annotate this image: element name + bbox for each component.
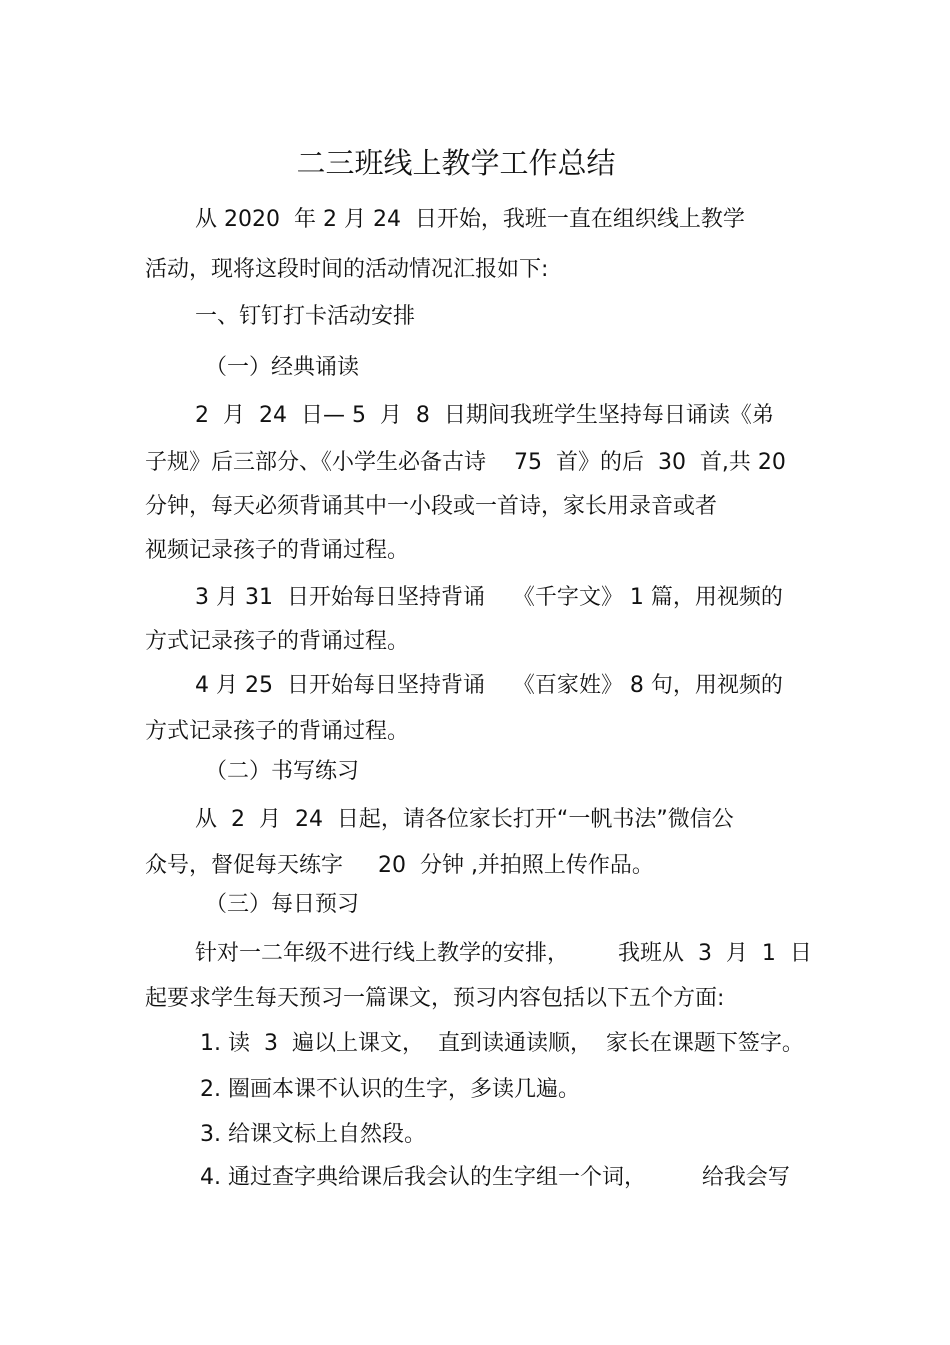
- body-line: 子规》后三部分、《小学生必备古诗 75 首》的后 30 首,共 20: [145, 450, 786, 475]
- body-line: 众号，督促每天练字 20 分钟 ,并拍照上传作品。: [145, 853, 654, 878]
- body-line: 3 月 31 日开始每日坚持背诵 《千字文》 1 篇，用视频的: [195, 585, 783, 610]
- subsection-heading: （三）每日预习: [205, 892, 360, 917]
- body-line: 视频记录孩子的背诵过程。: [145, 538, 410, 563]
- body-line: 方式记录孩子的背诵过程。: [145, 719, 410, 744]
- body-line: 针对一二年级不进行线上教学的安排， 我班从 3 月 1 日: [195, 941, 812, 966]
- list-item: 2. 圈画本课不认识的生字，多读几遍。: [200, 1077, 580, 1102]
- document-title: 二三班线上教学工作总结: [296, 146, 616, 180]
- body-line: 2 月 24 日— 5 月 8 日期间我班学生坚持每日诵读《弟: [195, 403, 774, 428]
- intro-line: 从 2020 年 2 月 24 日开始，我班一直在组织线上教学: [195, 207, 745, 232]
- list-item: 4. 通过查字典给课后我会认的生字组一个词， 给我会写: [200, 1165, 790, 1190]
- list-item: 3. 给课文标上自然段。: [200, 1122, 426, 1147]
- body-line: 从 2 月 24 日起，请各位家长打开“一帆书法”微信公: [195, 807, 734, 832]
- body-line: 方式记录孩子的背诵过程。: [145, 629, 410, 654]
- subsection-heading: （二）书写练习: [205, 759, 360, 784]
- intro-line: 活动，现将这段时间的活动情况汇报如下:: [145, 257, 549, 282]
- body-line: 4 月 25 日开始每日坚持背诵 《百家姓》 8 句，用视频的: [195, 673, 783, 698]
- body-line: 分钟，每天必须背诵其中一小段或一首诗，家长用录音或者: [145, 494, 718, 519]
- body-line: 起要求学生每天预习一篇课文，预习内容包括以下五个方面:: [145, 986, 725, 1011]
- section-heading: 一、钉钉打卡活动安排: [195, 304, 416, 329]
- list-item: 1. 读 3 遍以上课文， 直到读通读顺， 家长在课题下签字。: [200, 1031, 804, 1056]
- subsection-heading: （一）经典诵读: [205, 355, 360, 380]
